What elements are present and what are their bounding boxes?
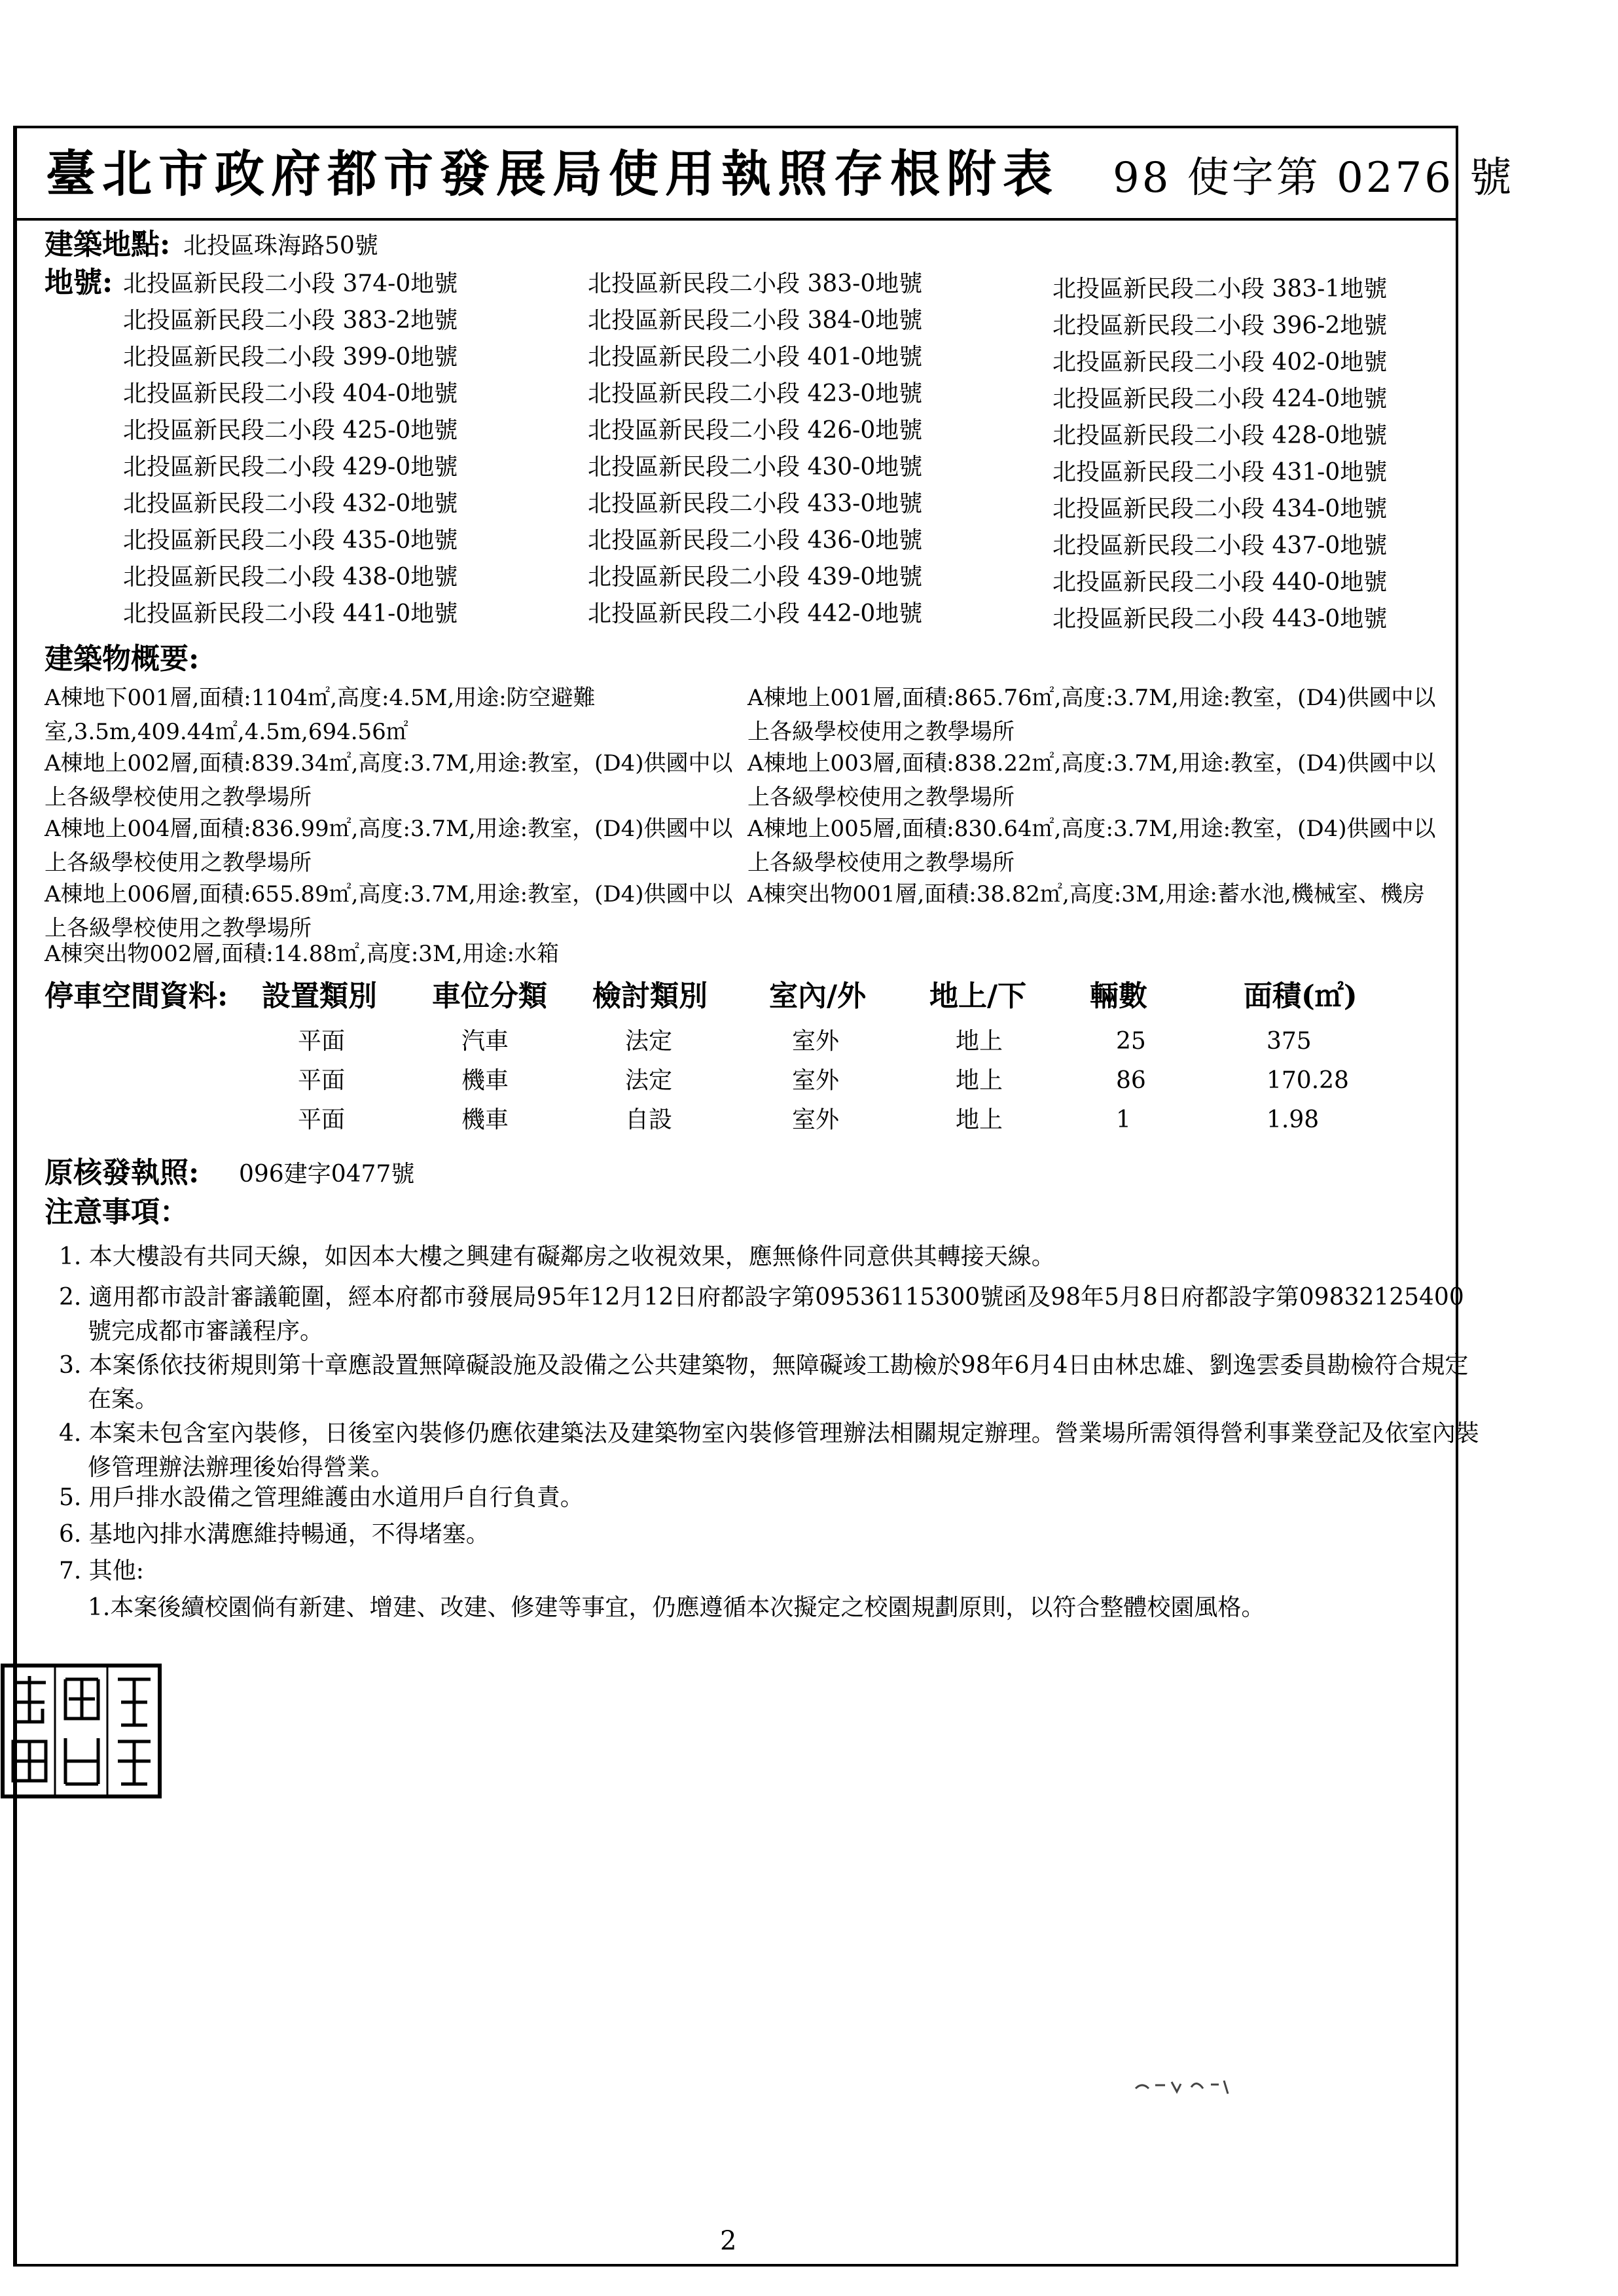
parking-header-indoor: 室內/外 — [769, 979, 867, 1013]
notes-label: 注意事項： — [45, 1195, 189, 1229]
lot-number-item: 北投區新民段二小段 442-0地號 — [588, 600, 923, 627]
lot-number-item: 北投區新民段二小段 425-0地號 — [123, 417, 458, 444]
lot-number-item: 北投區新民段二小段 426-0地號 — [588, 417, 923, 444]
document-number: 98 使字第 0276 號 — [1113, 154, 1515, 202]
lot-number-item: 北投區新民段二小段 423-0地號 — [588, 380, 923, 407]
parking-cell: 法定 — [625, 1067, 673, 1094]
faint-handwritten-mark — [1132, 2069, 1244, 2102]
overview-left-5: A棟突出物002層,面積:14.88㎡,高度:3M,用途:水箱 — [45, 941, 560, 967]
parking-cell: 室外 — [792, 1067, 840, 1094]
lot-number-item: 北投區新民段二小段 399-0地號 — [123, 344, 458, 371]
overview-right-1: A棟地上001層,面積:865.76㎡,高度:3.7M,用途:教室，(D4)供國中以上各級學校使用之教學場所 — [747, 685, 1436, 745]
parking-label: 停車空間資料: — [45, 979, 228, 1013]
parking-header-category: 車位分類 — [432, 979, 547, 1013]
lot-number-item: 北投區新民段二小段 438-0地號 — [123, 564, 458, 591]
overview-left-3: A棟地上004層,面積:836.99㎡,高度:3.7M,用途:教室，(D4)供國中以上各級學校使用之教學場所 — [45, 816, 733, 876]
page-number: 2 — [720, 2226, 737, 2256]
lot-number-item: 北投區新民段二小段 401-0地號 — [588, 344, 923, 371]
title-divider — [13, 218, 1458, 221]
parking-cell: 25 — [1116, 1028, 1146, 1055]
lot-number-item: 北投區新民段二小段 430-0地號 — [588, 454, 923, 481]
lot-number-item: 北投區新民段二小段 431-0地號 — [1052, 459, 1388, 486]
overview-right-4: A棟突出物001層,面積:38.82㎡,高度:3M,用途:蓄水池,機械室、機房 — [747, 881, 1425, 907]
overview-left-2: A棟地上002層,面積:839.34㎡,高度:3.7M,用途:教室，(D4)供國中以上各級學校使用之教學場所 — [45, 750, 733, 811]
overview-left-1: A棟地下001層,面積:1104㎡,高度:4.5M,用途:防空避難室,3.5m,409.44㎡,4.5m,694.56㎡ — [45, 685, 596, 745]
note-6: 6. 基地內排水溝應維持暢通，不得堵塞。 — [59, 1521, 490, 1548]
lot-number-item: 北投區新民段二小段 374-0地號 — [123, 270, 458, 297]
parking-cell: 機車 — [461, 1106, 509, 1133]
overview-left-4: A棟地上006層,面積:655.89㎡,高度:3.7M,用途:教室，(D4)供國中以上各級學校使用之教學場所 — [45, 881, 733, 941]
lot-number-item: 北投區新民段二小段 428-0地號 — [1052, 422, 1388, 449]
parking-cell: 地上 — [956, 1028, 1003, 1055]
parking-cell: 86 — [1116, 1067, 1146, 1094]
site-label: 建築地點: — [45, 228, 171, 261]
parking-cell: 法定 — [625, 1028, 673, 1055]
parking-cell: 1.98 — [1267, 1106, 1320, 1133]
lot-number-item: 北投區新民段二小段 404-0地號 — [123, 380, 458, 407]
lot-number-item: 北投區新民段二小段 435-0地號 — [123, 527, 458, 554]
lot-number-item: 北投區新民段二小段 440-0地號 — [1052, 569, 1388, 596]
lot-number-item: 北投區新民段二小段 443-0地號 — [1052, 606, 1388, 632]
parking-cell: 地上 — [956, 1106, 1003, 1133]
site-address: 北投區珠海路50號 — [183, 232, 378, 259]
lot-number-item: 北投區新民段二小段 441-0地號 — [123, 600, 458, 627]
parking-cell: 平面 — [298, 1028, 346, 1055]
original-permit-value: 096建字0477號 — [239, 1161, 415, 1188]
parking-cell: 室外 — [792, 1106, 840, 1133]
note-5: 5. 用戶排水設備之管理維護由水道用戶自行負責。 — [59, 1484, 584, 1511]
note-7: 7. 其他: — [59, 1558, 144, 1584]
lot-number-item: 北投區新民段二小段 424-0地號 — [1052, 386, 1388, 412]
note-4: 4. 本案未包含室內裝修，日後室內裝修仍應依建築法及建築物室內裝修管理辦法相關規定辦理。營業場所需領得營利事業登記及依室內裝修管理辦法辦理後始得營業。 — [59, 1420, 1479, 1481]
parking-header-count: 輛數 — [1090, 979, 1147, 1013]
lot-number-item: 北投區新民段二小段 433-0地號 — [588, 490, 923, 517]
lot-number-item: 北投區新民段二小段 384-0地號 — [588, 307, 923, 334]
overview-right-2: A棟地上003層,面積:838.22㎡,高度:3.7M,用途:教室，(D4)供國中以上各級學校使用之教學場所 — [747, 750, 1436, 811]
parking-cell: 地上 — [956, 1067, 1003, 1094]
parking-cell: 170.28 — [1267, 1067, 1349, 1094]
parking-header-level: 地上/下 — [929, 979, 1027, 1013]
lot-number-item: 北投區新民段二小段 436-0地號 — [588, 527, 923, 554]
parking-cell: 1 — [1116, 1106, 1131, 1133]
parking-cell: 375 — [1267, 1028, 1312, 1055]
lot-number-item: 北投區新民段二小段 437-0地號 — [1052, 532, 1388, 559]
lot-number-item: 北投區新民段二小段 429-0地號 — [123, 454, 458, 481]
overview-label: 建築物概要: — [45, 642, 200, 676]
parking-cell: 機車 — [461, 1067, 509, 1094]
note-7-sub-1: 1.本案後續校園倘有新建、增建、改建、修建等事宜，仍應遵循本次擬定之校園規劃原則，以符合整體校園風格。 — [88, 1594, 1265, 1621]
parking-header-area: 面積(㎡) — [1244, 979, 1357, 1013]
parking-cell: 平面 — [298, 1067, 346, 1094]
parking-cell: 自設 — [625, 1106, 673, 1133]
parking-header-review: 檢討類別 — [592, 979, 708, 1013]
note-2: 2. 適用都市設計審議範圍，經本府都市發展局95年12月12日府都設字第09536115300號函及98年5月8日府都設字第09832125400號完成都市審議程序。 — [59, 1284, 1464, 1345]
document-title: 臺北市政府都市發展局使用執照存根附表 — [46, 145, 1059, 203]
lot-number-item: 北投區新民段二小段 434-0地號 — [1052, 496, 1388, 522]
parking-header-type: 設置類別 — [262, 979, 377, 1013]
parking-cell: 汽車 — [461, 1028, 509, 1055]
lot-number-item: 北投區新民段二小段 383-0地號 — [588, 270, 923, 297]
note-3: 3. 本案係依技術規則第十章應設置無障礙設施及設備之公共建築物，無障礙竣工勘檢於98年6月4日由林忠雄、劉逸雲委員勘檢符合規定在案。 — [59, 1352, 1469, 1413]
lot-number-item: 北投區新民段二小段 432-0地號 — [123, 490, 458, 517]
official-seal-stamp — [0, 1663, 164, 1800]
lot-number-item: 北投區新民段二小段 383-1地號 — [1052, 276, 1388, 302]
parking-cell: 平面 — [298, 1106, 346, 1133]
overview-right-3: A棟地上005層,面積:830.64㎡,高度:3.7M,用途:教室，(D4)供國中以上各級學校使用之教學場所 — [747, 816, 1436, 876]
lot-number-item: 北投區新民段二小段 439-0地號 — [588, 564, 923, 591]
lot-number-item: 北投區新民段二小段 383-2地號 — [123, 307, 458, 334]
lot-number-item: 北投區新民段二小段 402-0地號 — [1052, 349, 1388, 376]
lots-label: 地號: — [45, 266, 113, 299]
note-1: 1. 本大樓設有共同天線，如因本大樓之興建有礙鄰房之收視效果，應無條件同意供其轉接天線。 — [59, 1243, 1055, 1270]
lot-number-item: 北投區新民段二小段 396-2地號 — [1052, 312, 1388, 339]
parking-cell: 室外 — [792, 1028, 840, 1055]
original-permit-label: 原核發執照: — [45, 1156, 200, 1190]
